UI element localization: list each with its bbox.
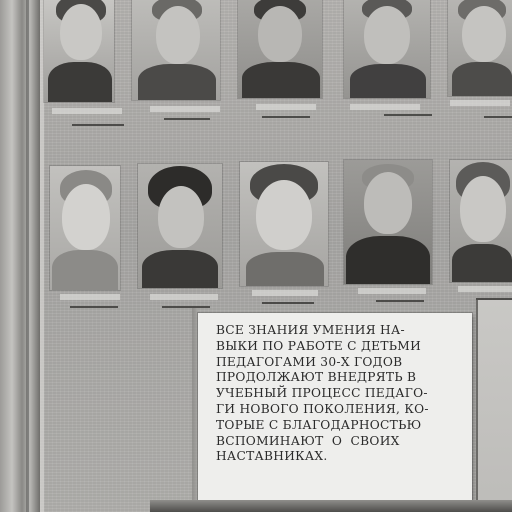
panel-line: ВЫКИ ПО РАБОТЕ С ДЕТЬМИ	[216, 338, 422, 353]
portrait-photo	[344, 160, 432, 284]
caption-line	[70, 306, 118, 308]
caption-line	[72, 124, 124, 126]
caption-line	[162, 306, 210, 308]
panel-line: ГИ НОВОГО ПОКОЛЕНИЯ, КО-	[216, 401, 429, 416]
caption-line	[262, 116, 310, 118]
caption-line	[262, 302, 314, 304]
caption-line	[384, 114, 432, 116]
caption-label	[60, 294, 120, 300]
panel-line: ПРОДОЛЖАЮТ ВНЕДРЯТЬ В	[216, 370, 417, 385]
portrait-photo	[44, 0, 114, 102]
portrait-photo	[450, 160, 512, 282]
panel-line: УЧЕБНЫЙ ПРОЦЕСС ПЕДАГО-	[216, 386, 428, 401]
caption-label	[458, 286, 512, 292]
caption-label	[52, 108, 122, 114]
portrait-photo	[132, 0, 220, 100]
caption-label	[350, 104, 420, 110]
portrait-photo	[50, 166, 120, 290]
panel-line: ТОРЫЕ С БЛАГОДАРНОСТЬЮ	[216, 417, 422, 432]
left-wooden-frame	[0, 0, 40, 512]
caption-label	[150, 106, 220, 112]
caption-line	[484, 116, 512, 118]
caption-label	[256, 104, 316, 110]
right-frame-box	[476, 300, 512, 512]
caption-label	[358, 288, 426, 294]
text-panel	[198, 313, 472, 501]
caption-line	[376, 300, 424, 302]
panel-line: НАСТАВНИКАХ.	[216, 449, 328, 464]
caption-label	[150, 294, 218, 300]
panel-line: ВСПОМИНАЮТ О СВОИХ	[216, 433, 400, 448]
portrait-photo	[138, 164, 222, 288]
panel-line: ВСЕ ЗНАНИЯ УМЕНИЯ НА-	[216, 323, 405, 337]
caption-label	[450, 100, 510, 106]
portrait-photo	[240, 162, 328, 286]
portrait-photo	[344, 0, 430, 98]
panel-line: ПЕДАГОГАМИ 30-Х ГОДОВ	[216, 354, 403, 369]
caption-label	[252, 290, 318, 296]
caption-line	[164, 118, 210, 120]
portrait-photo	[238, 0, 322, 98]
portrait-photo	[448, 0, 512, 96]
bottom-frame-edge	[150, 500, 512, 512]
